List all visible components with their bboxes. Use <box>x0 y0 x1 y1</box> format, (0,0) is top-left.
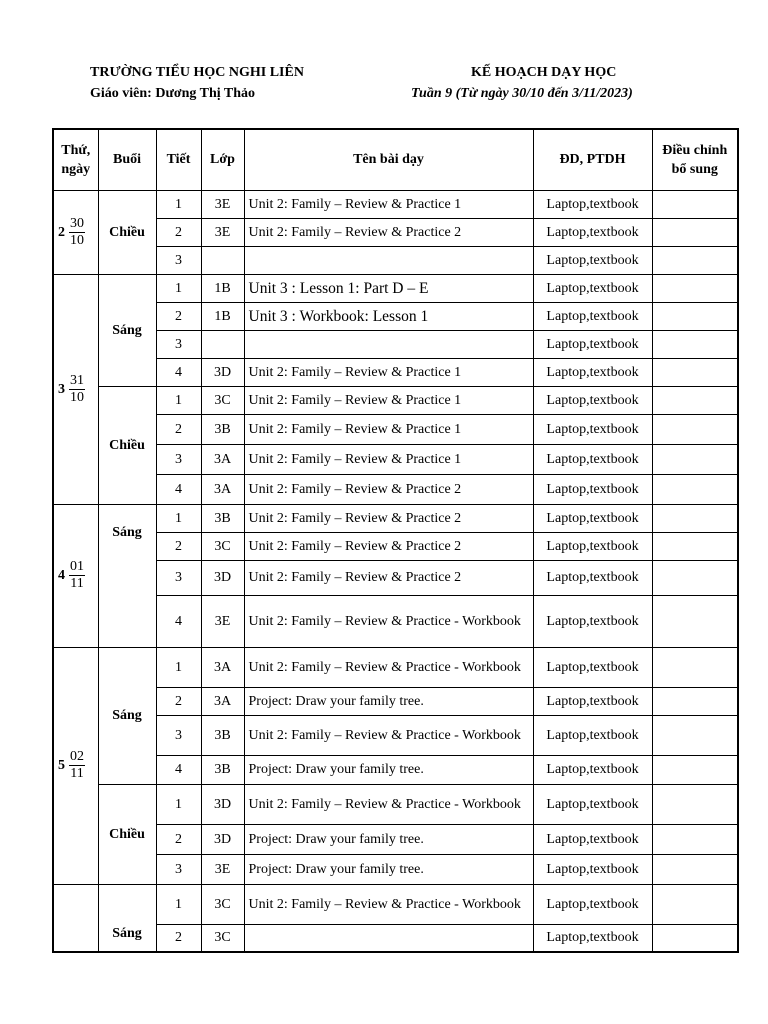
table-row <box>53 190 738 218</box>
lesson-cell: Unit 2: Family – Review & Practice - Workbook <box>244 715 533 755</box>
class-cell: 3A <box>201 687 244 715</box>
period-cell: 1 <box>156 504 201 532</box>
note-cell <box>652 474 738 504</box>
table-row <box>53 274 738 302</box>
tools-cell: Laptop,textbook <box>533 884 652 924</box>
period-cell: 1 <box>156 884 201 924</box>
tools-cell: Laptop,textbook <box>533 824 652 854</box>
lesson-cell: Unit 2: Family – Review & Practice 1 <box>244 386 533 414</box>
class-cell: 3E <box>201 218 244 246</box>
class-cell: 3E <box>201 854 244 884</box>
period-cell: 4 <box>156 358 201 386</box>
table-row <box>53 687 738 715</box>
col-header-lesson: Tên bài dạy <box>244 129 533 190</box>
table-row <box>53 924 738 952</box>
day-cell <box>53 884 98 952</box>
tools-cell: Laptop,textbook <box>533 444 652 474</box>
note-cell <box>652 755 738 784</box>
day-cell <box>53 504 98 647</box>
period-cell: 3 <box>156 715 201 755</box>
session-cell: Chiều <box>98 784 156 884</box>
tools-cell: Laptop,textbook <box>533 532 652 560</box>
lesson-cell <box>244 330 533 358</box>
period-cell: 2 <box>156 824 201 854</box>
note-cell <box>652 386 738 414</box>
lesson-cell: Unit 2: Family – Review & Practice 1 <box>244 414 533 444</box>
period-cell: 1 <box>156 784 201 824</box>
date-fraction <box>69 749 85 782</box>
class-cell: 3E <box>201 595 244 647</box>
class-cell: 3B <box>201 414 244 444</box>
table-row <box>53 560 738 595</box>
class-cell: 3B <box>201 715 244 755</box>
session-cell: Sáng <box>98 647 156 784</box>
table-row <box>53 414 738 444</box>
table-row <box>53 854 738 884</box>
table-row <box>53 358 738 386</box>
class-cell: 3D <box>201 784 244 824</box>
table-row <box>53 884 738 924</box>
lesson-cell: Unit 2: Family – Review & Practice 2 <box>244 504 533 532</box>
note-cell <box>652 190 738 218</box>
note-cell <box>652 504 738 532</box>
period-cell: 2 <box>156 532 201 560</box>
period-cell: 3 <box>156 854 201 884</box>
class-cell: 3C <box>201 532 244 560</box>
tools-cell: Laptop,textbook <box>533 924 652 952</box>
col-header-day: Thứ, ngày <box>53 129 98 190</box>
note-cell <box>652 824 738 854</box>
period-cell: 3 <box>156 330 201 358</box>
table-row <box>53 330 738 358</box>
table-row <box>53 532 738 560</box>
table-row <box>53 302 738 330</box>
day-cell <box>53 647 98 884</box>
period-cell: 2 <box>156 218 201 246</box>
lesson-cell: Project: Draw your family tree. <box>244 687 533 715</box>
lesson-cell: Unit 2: Family – Review & Practice 1 <box>244 190 533 218</box>
class-cell: 3D <box>201 358 244 386</box>
class-cell: 3B <box>201 755 244 784</box>
note-cell <box>652 302 738 330</box>
note-cell <box>652 358 738 386</box>
note-cell <box>652 560 738 595</box>
period-cell: 1 <box>156 647 201 687</box>
period-cell: 2 <box>156 924 201 952</box>
table-row <box>53 504 738 532</box>
date-fraction <box>69 559 85 592</box>
table-row <box>53 824 738 854</box>
lesson-cell: Unit 2: Family – Review & Practice 2 <box>244 532 533 560</box>
date-day: 30 <box>70 215 84 231</box>
lesson-cell: Unit 2: Family – Review & Practice - Workbook <box>244 884 533 924</box>
class-cell: 3C <box>201 884 244 924</box>
note-cell <box>652 595 738 647</box>
table-row <box>53 218 738 246</box>
tools-cell: Laptop,textbook <box>533 784 652 824</box>
tools-cell: Laptop,textbook <box>533 246 652 274</box>
tools-cell: Laptop,textbook <box>533 386 652 414</box>
table-row <box>53 246 738 274</box>
tools-cell: Laptop,textbook <box>533 302 652 330</box>
class-cell: 3D <box>201 560 244 595</box>
day-number: 4 <box>58 568 65 583</box>
class-cell: 3A <box>201 474 244 504</box>
table-row <box>53 474 738 504</box>
period-cell: 4 <box>156 474 201 504</box>
date-month: 11 <box>70 766 84 781</box>
plan-title: KẾ HOẠCH DẠY HỌC <box>471 65 617 80</box>
class-cell: 3B <box>201 504 244 532</box>
note-cell <box>652 218 738 246</box>
period-cell: 3 <box>156 444 201 474</box>
school-name: TRƯỜNG TIỂU HỌC NGHI LIÊN <box>90 65 304 80</box>
col-header-tools: ĐD, PTDH <box>533 129 652 190</box>
lesson-cell: Unit 2: Family – Review & Practice - Workbook <box>244 595 533 647</box>
note-cell <box>652 784 738 824</box>
tools-cell: Laptop,textbook <box>533 595 652 647</box>
lesson-cell: Unit 2: Family – Review & Practice 1 <box>244 444 533 474</box>
class-cell <box>201 246 244 274</box>
date-fraction <box>69 373 85 406</box>
day-number: 2 <box>58 224 65 240</box>
note-cell <box>652 532 738 560</box>
lesson-cell: Unit 3 : Lesson 1: Part D – E <box>244 274 533 302</box>
class-cell: 1B <box>201 274 244 302</box>
day-cell <box>53 274 98 504</box>
period-cell: 2 <box>156 302 201 330</box>
lesson-cell <box>244 246 533 274</box>
date-month: 11 <box>70 576 84 591</box>
tools-cell: Laptop,textbook <box>533 687 652 715</box>
note-cell <box>652 647 738 687</box>
table-row <box>53 444 738 474</box>
day-number: 3 <box>58 381 65 397</box>
class-cell: 3C <box>201 924 244 952</box>
table-row <box>53 647 738 687</box>
period-cell: 1 <box>156 274 201 302</box>
date-day: 01 <box>70 559 84 574</box>
date-fraction <box>69 216 85 249</box>
table-row <box>53 755 738 784</box>
session-cell: Chiều <box>98 386 156 504</box>
class-cell: 3A <box>201 444 244 474</box>
date-month: 10 <box>70 232 84 248</box>
session-cell: Sáng <box>98 504 156 647</box>
teacher-name: Giáo viên: Dương Thị Thảo <box>90 86 256 101</box>
tools-cell: Laptop,textbook <box>533 560 652 595</box>
tools-cell: Laptop,textbook <box>533 854 652 884</box>
tools-cell: Laptop,textbook <box>533 330 652 358</box>
class-cell: 3D <box>201 824 244 854</box>
session-cell: Sáng <box>98 884 156 952</box>
class-cell: 3C <box>201 386 244 414</box>
note-cell <box>652 246 738 274</box>
tools-cell: Laptop,textbook <box>533 755 652 784</box>
tools-cell: Laptop,textbook <box>533 474 652 504</box>
date-day: 31 <box>70 372 84 388</box>
note-cell <box>652 444 738 474</box>
table-row <box>53 386 738 414</box>
note-cell <box>652 715 738 755</box>
tools-cell: Laptop,textbook <box>533 274 652 302</box>
table-row <box>53 784 738 824</box>
session-cell: Sáng <box>98 274 156 386</box>
table-header-row <box>53 129 738 190</box>
class-cell: 3A <box>201 647 244 687</box>
lesson-cell: Project: Draw your family tree. <box>244 755 533 784</box>
lesson-cell <box>244 924 533 952</box>
note-cell <box>652 924 738 952</box>
col-header-session: Buổi <box>98 129 156 190</box>
lesson-cell: Unit 2: Family – Review & Practice 1 <box>244 358 533 386</box>
lesson-cell: Unit 2: Family – Review & Practice 2 <box>244 474 533 504</box>
class-cell <box>201 330 244 358</box>
tools-cell: Laptop,textbook <box>533 358 652 386</box>
session-cell: Chiều <box>98 190 156 274</box>
note-cell <box>652 854 738 884</box>
class-cell: 3E <box>201 190 244 218</box>
note-cell <box>652 414 738 444</box>
day-number: 5 <box>58 758 65 773</box>
lesson-cell: Unit 2: Family – Review & Practice 2 <box>244 218 533 246</box>
lesson-cell: Unit 2: Family – Review & Practice - Workbook <box>244 784 533 824</box>
period-cell: 1 <box>156 190 201 218</box>
date-month: 10 <box>70 389 84 405</box>
lesson-cell: Project: Draw your family tree. <box>244 854 533 884</box>
period-cell: 2 <box>156 414 201 444</box>
tools-cell: Laptop,textbook <box>533 647 652 687</box>
period-cell: 2 <box>156 687 201 715</box>
class-cell: 1B <box>201 302 244 330</box>
period-cell: 3 <box>156 246 201 274</box>
note-cell <box>652 687 738 715</box>
tools-cell: Laptop,textbook <box>533 218 652 246</box>
tools-cell: Laptop,textbook <box>533 190 652 218</box>
lesson-cell: Unit 2: Family – Review & Practice 2 <box>244 560 533 595</box>
lesson-cell: Unit 3 : Workbook: Lesson 1 <box>244 302 533 330</box>
lesson-cell: Project: Draw your family tree. <box>244 824 533 854</box>
note-cell <box>652 884 738 924</box>
day-cell <box>53 190 98 274</box>
period-cell: 1 <box>156 386 201 414</box>
week-range: Tuần 9 (Từ ngày 30/10 đến 3/11/2023) <box>411 86 633 101</box>
tools-cell: Laptop,textbook <box>533 414 652 444</box>
tools-cell: Laptop,textbook <box>533 504 652 532</box>
table-row <box>53 715 738 755</box>
tools-cell: Laptop,textbook <box>533 715 652 755</box>
col-header-class: Lớp <box>201 129 244 190</box>
note-cell <box>652 330 738 358</box>
period-cell: 4 <box>156 595 201 647</box>
note-cell <box>652 274 738 302</box>
period-cell: 4 <box>156 755 201 784</box>
date-day: 02 <box>70 749 84 764</box>
lesson-cell: Unit 2: Family – Review & Practice - Workbook <box>244 647 533 687</box>
col-header-period: Tiết <box>156 129 201 190</box>
table-row <box>53 595 738 647</box>
col-header-adjust: Điều chỉnh bổ sung <box>652 129 738 190</box>
teaching-plan-table <box>52 128 739 953</box>
period-cell: 3 <box>156 560 201 595</box>
